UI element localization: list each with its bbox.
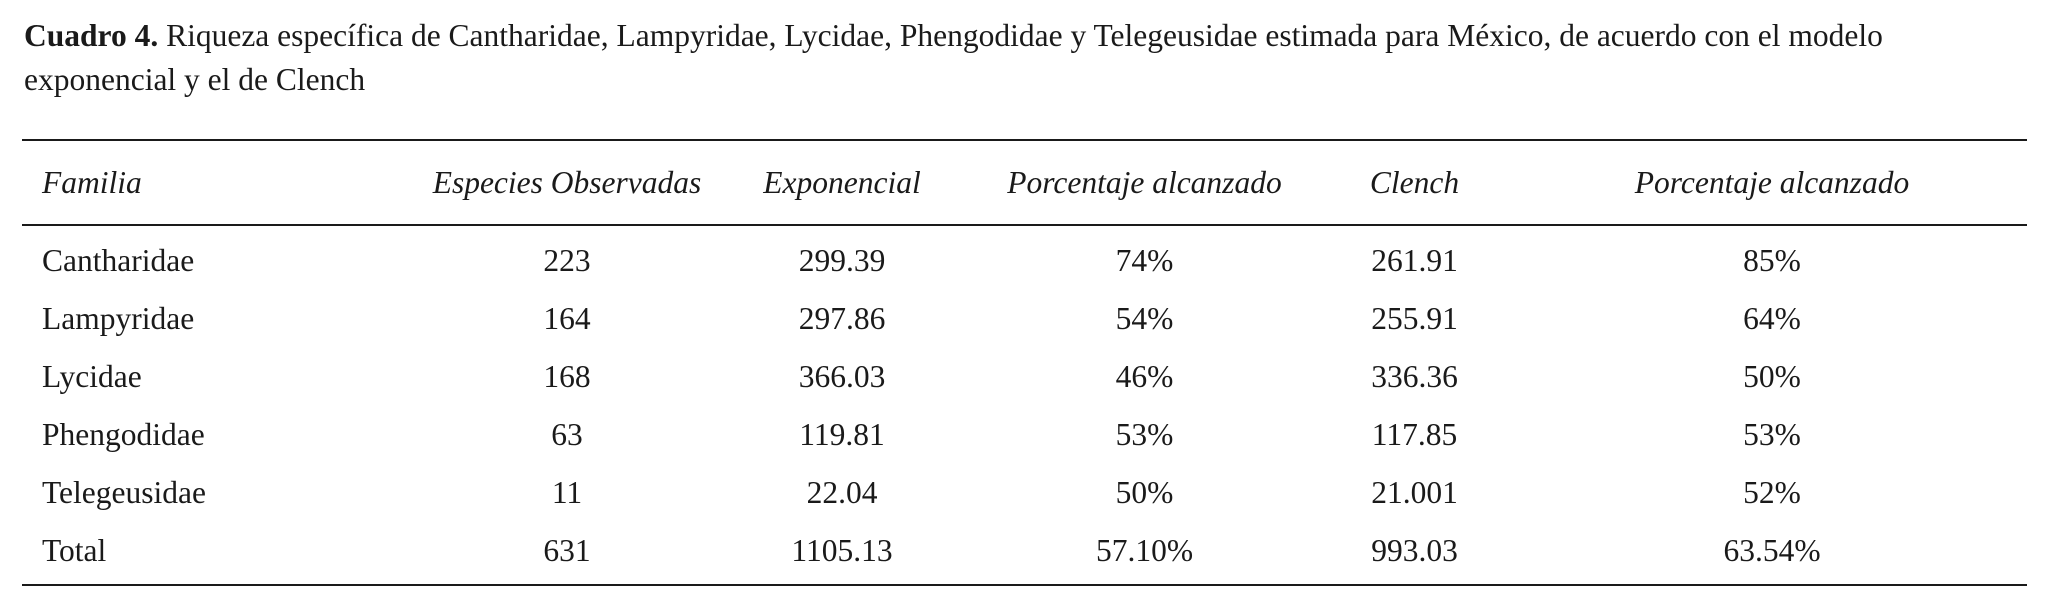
cell-porcentaje-exponencial: 74% — [1115, 243, 1174, 278]
table-row — [22, 290, 2027, 348]
header-porcentaje-clench: Porcentaje alcanzado — [1634, 164, 1910, 200]
caption-label: Cuadro 4. — [24, 18, 159, 53]
cell-exponencial: 299.39 — [798, 243, 886, 278]
table-row — [22, 464, 2027, 522]
cell-clench: 261.91 — [1371, 243, 1458, 278]
table-row — [22, 348, 2027, 406]
cell-especies: 631 — [543, 533, 591, 568]
cell-familia: Lycidae — [42, 359, 142, 394]
cell-porcentaje-clench: 63.54% — [1723, 533, 1821, 568]
header-clench: Clench — [1369, 164, 1460, 200]
results-table-container — [22, 139, 2027, 586]
cell-clench: 21.001 — [1371, 475, 1458, 510]
cell-porcentaje-exponencial: 46% — [1115, 359, 1174, 394]
cell-porcentaje-clench: 50% — [1743, 359, 1801, 394]
cell-exponencial: 119.81 — [799, 417, 885, 452]
header-especies-observadas: Especies Observadas — [432, 164, 702, 200]
cell-familia: Telegeusidae — [42, 475, 206, 510]
table-row — [22, 225, 2027, 290]
species-richness-table — [22, 139, 2027, 586]
cell-porcentaje-exponencial: 50% — [1115, 475, 1174, 510]
cell-porcentaje-clench: 52% — [1743, 475, 1801, 510]
cell-clench: 336.36 — [1371, 359, 1458, 394]
cell-familia: Cantharidae — [42, 243, 195, 278]
header-porcentaje-exponencial: Porcentaje alcanzado — [1007, 164, 1282, 200]
table-caption — [24, 14, 2034, 102]
cell-especies: 63 — [551, 417, 583, 452]
cell-especies: 168 — [543, 359, 591, 394]
header-row — [22, 140, 2027, 225]
cell-exponencial: 22.04 — [806, 475, 878, 510]
cell-especies: 164 — [543, 301, 591, 336]
cell-especies: 223 — [543, 243, 591, 278]
header-familia: Familia — [42, 164, 142, 200]
cell-especies: 11 — [551, 475, 583, 510]
header-exponencial: Exponencial — [763, 164, 921, 200]
cell-exponencial: 366.03 — [798, 359, 886, 394]
caption-text: Riqueza específica de Cantharidae, Lampyridae, Lycidae, Phengodidae y Telegeusidae estimada para México, de acuerdo con el modelo exponencial y el de Clench — [24, 18, 1883, 97]
cell-exponencial: 297.86 — [798, 301, 886, 336]
cell-clench: 993.03 — [1371, 533, 1458, 568]
cell-clench: 255.91 — [1371, 301, 1458, 336]
cell-porcentaje-clench: 85% — [1743, 243, 1801, 278]
table-row-total — [22, 522, 2027, 585]
cell-familia: Lampyridae — [42, 301, 195, 336]
cell-porcentaje-exponencial: 53% — [1115, 417, 1174, 452]
cell-familia: Phengodidae — [42, 417, 205, 452]
cell-porcentaje-clench: 64% — [1743, 301, 1801, 336]
cell-clench: 117.85 — [1371, 417, 1458, 452]
table-row — [22, 406, 2027, 464]
cell-porcentaje-clench: 53% — [1743, 417, 1801, 452]
cell-exponencial: 1105.13 — [791, 533, 893, 568]
cell-porcentaje-exponencial: 57.10% — [1095, 533, 1194, 568]
cell-familia: Total — [42, 533, 107, 568]
cell-porcentaje-exponencial: 54% — [1115, 301, 1174, 336]
